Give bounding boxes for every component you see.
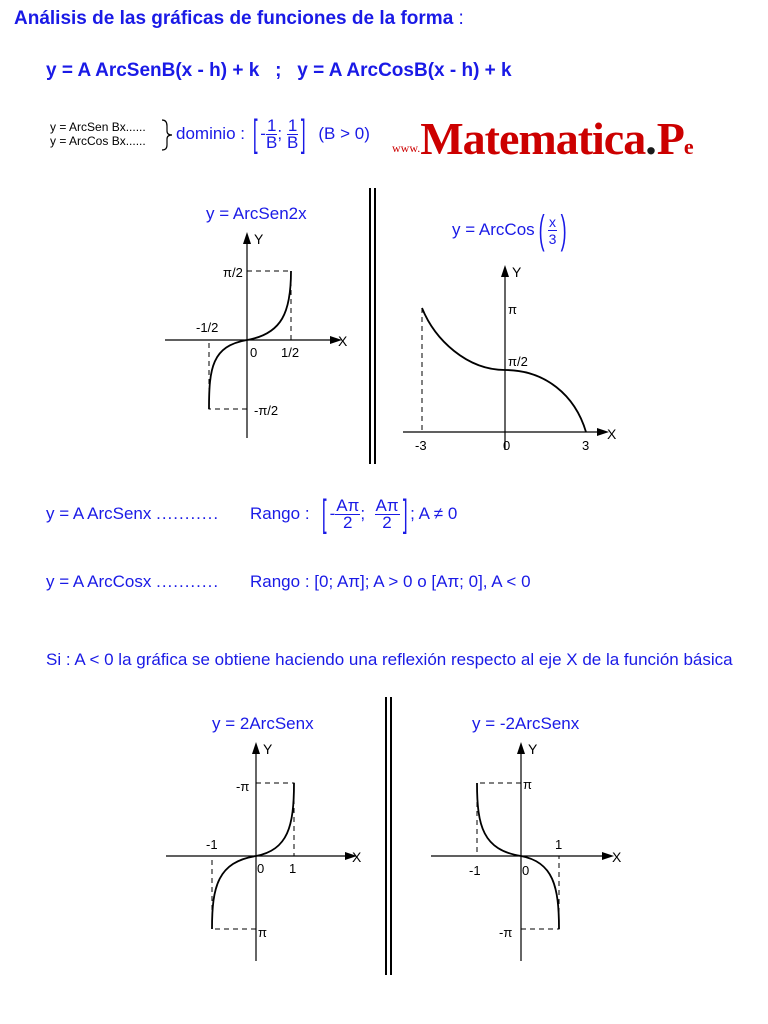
graph4-bottom-label: -π bbox=[499, 925, 513, 940]
domain-brace bbox=[160, 118, 174, 152]
graph4-y-arrow bbox=[517, 742, 525, 754]
graph3-x-label: X bbox=[352, 849, 362, 865]
graph3-left-label: -1 bbox=[206, 837, 218, 852]
title-text: Análisis de las gráficas de funciones de la forma bbox=[14, 8, 454, 29]
range-sen-func: y = A ArcSenx bbox=[46, 504, 152, 523]
range-sen-left-den: 2 bbox=[343, 512, 353, 532]
graph4-left-label: -1 bbox=[469, 863, 481, 878]
graph1-bottom-label: -π/2 bbox=[254, 403, 279, 418]
graph1-top-label: π/2 bbox=[223, 265, 243, 280]
graph2-close-paren: ) bbox=[560, 207, 567, 252]
domain-open-bracket: [ bbox=[252, 113, 258, 155]
graph1-y-label: Y bbox=[254, 231, 264, 247]
range-sen-tail: ; A ≠ 0 bbox=[410, 504, 458, 523]
graph3-y-arrow bbox=[252, 742, 260, 754]
domain-right-fraction bbox=[286, 115, 299, 152]
graph2-frac-num: x bbox=[549, 213, 556, 230]
range-sen-right-fraction bbox=[375, 495, 400, 532]
graph2-y-arrow bbox=[501, 265, 509, 277]
page-title bbox=[14, 8, 464, 30]
graph-arcsen2x bbox=[150, 228, 360, 443]
graph3-title: y = 2ArcSenx bbox=[212, 714, 314, 733]
graph2-right-label: 3 bbox=[582, 438, 590, 453]
graph1-y-arrow bbox=[243, 232, 251, 244]
range-sen-right-den: 2 bbox=[382, 512, 392, 532]
graph1-origin-label: 0 bbox=[250, 345, 258, 360]
domain-line-arcsen: y = ArcSen Bx...... bbox=[50, 120, 146, 134]
range-cos-statement: Rango : [0; Aπ]; A > 0 o [Aπ; 0], A < 0 bbox=[250, 572, 531, 591]
graph2-origin-label: 0 bbox=[503, 438, 511, 453]
graph1-lower-guide bbox=[209, 340, 247, 409]
graph2-top-label: π bbox=[508, 302, 517, 317]
title-colon: : bbox=[458, 8, 464, 29]
graph4-y-label: Y bbox=[528, 741, 538, 757]
logo-name: Matematica bbox=[420, 113, 646, 164]
graph3-top-label: -π bbox=[236, 779, 250, 794]
logo-prefix: www. bbox=[392, 141, 421, 155]
graph1-x-label: X bbox=[338, 333, 348, 349]
domain-minus: - bbox=[260, 124, 266, 143]
domain-label: dominio : bbox=[176, 124, 245, 143]
range-sen-minus: - bbox=[329, 504, 336, 523]
graph3-upper-guide bbox=[256, 783, 294, 856]
graph2-left-label: -3 bbox=[415, 438, 427, 453]
graph2-curve bbox=[422, 308, 586, 432]
domain-right-num: 1 bbox=[287, 115, 298, 135]
domain-left-num: 1 bbox=[266, 115, 277, 135]
range-sen-open-bracket: [ bbox=[321, 493, 327, 535]
divider-bottom-left bbox=[385, 697, 387, 975]
domain-left-fraction bbox=[266, 115, 278, 152]
domain-statement bbox=[176, 112, 370, 156]
range-sen-left-num: Aπ bbox=[336, 495, 360, 515]
graph2-title-prefix: y = ArcCos bbox=[452, 220, 535, 239]
domain-condition: (B > 0) bbox=[318, 124, 370, 143]
range-sen-right-num: Aπ bbox=[375, 495, 399, 515]
graph4-origin-label: 0 bbox=[522, 863, 530, 878]
graph1-title: y = ArcSen2x bbox=[206, 204, 307, 223]
domain-separator: ; bbox=[277, 124, 283, 143]
graph2-fraction bbox=[548, 214, 557, 247]
range-sen-expr bbox=[46, 504, 219, 524]
graph2-y-label: Y bbox=[512, 264, 522, 280]
divider-bottom-right bbox=[390, 697, 392, 975]
graph2-title bbox=[452, 204, 570, 256]
graph1-upper-guide bbox=[247, 271, 291, 340]
logo-e: e bbox=[683, 134, 694, 159]
graph2-mid-label: π/2 bbox=[508, 354, 528, 369]
range-sen-dots: ........... bbox=[156, 504, 220, 523]
graph1-right-label: 1/2 bbox=[281, 345, 300, 360]
graph-2arcsenx bbox=[160, 736, 370, 966]
graph2-frac-den: 3 bbox=[548, 230, 557, 247]
graph-neg2arcsenx bbox=[425, 736, 635, 966]
logo-dot: . bbox=[645, 113, 657, 164]
graph3-bottom-label: π bbox=[258, 925, 267, 940]
matematica-logo bbox=[392, 112, 694, 162]
logo-p: P bbox=[656, 113, 684, 164]
range-sen-left-fraction bbox=[335, 495, 360, 532]
domain-line-arccos: y = ArcCos Bx...... bbox=[50, 134, 146, 148]
range-sen-label: Rango : bbox=[250, 504, 310, 523]
graph4-right-label: 1 bbox=[555, 837, 563, 852]
graph4-x-label: X bbox=[612, 849, 622, 865]
range-cos-func: y = A ArcCosx bbox=[46, 572, 152, 591]
graph3-origin-label: 0 bbox=[257, 861, 265, 876]
graph4-upper-guide bbox=[477, 783, 521, 856]
reflection-note: Si : A < 0 la gráfica se obtiene haciendo una reflexión respecto al eje X de la función básica bbox=[46, 650, 733, 669]
range-sen-statement bbox=[250, 492, 457, 536]
divider-top-right bbox=[374, 188, 376, 464]
range-sen-close-bracket: ] bbox=[402, 493, 408, 535]
graph1-left-label: -1/2 bbox=[196, 320, 219, 335]
range-cos-expr bbox=[46, 572, 219, 592]
domain-left-den: B bbox=[266, 132, 278, 152]
graph2-x-label: X bbox=[607, 426, 617, 442]
graph2-open-paren: ( bbox=[538, 207, 545, 252]
range-cos-dots: ........... bbox=[156, 572, 220, 591]
domain-close-bracket: ] bbox=[301, 113, 307, 155]
domain-right-den: B bbox=[286, 132, 299, 152]
divider-top-left bbox=[369, 188, 371, 464]
graph-arccos-x3 bbox=[395, 255, 630, 455]
graph3-lower-guide bbox=[212, 856, 256, 929]
graph4-top-label: π bbox=[523, 777, 532, 792]
range-sen-separator: ; bbox=[360, 504, 366, 523]
graph3-y-label: Y bbox=[263, 741, 273, 757]
graph4-title: y = -2ArcSenx bbox=[472, 714, 580, 733]
domain-functions bbox=[50, 120, 146, 148]
general-formula: y = A ArcSenB(x - h) + k ; y = A ArcCosB(x - h) + k bbox=[46, 60, 512, 81]
graph3-right-label: 1 bbox=[289, 861, 297, 876]
